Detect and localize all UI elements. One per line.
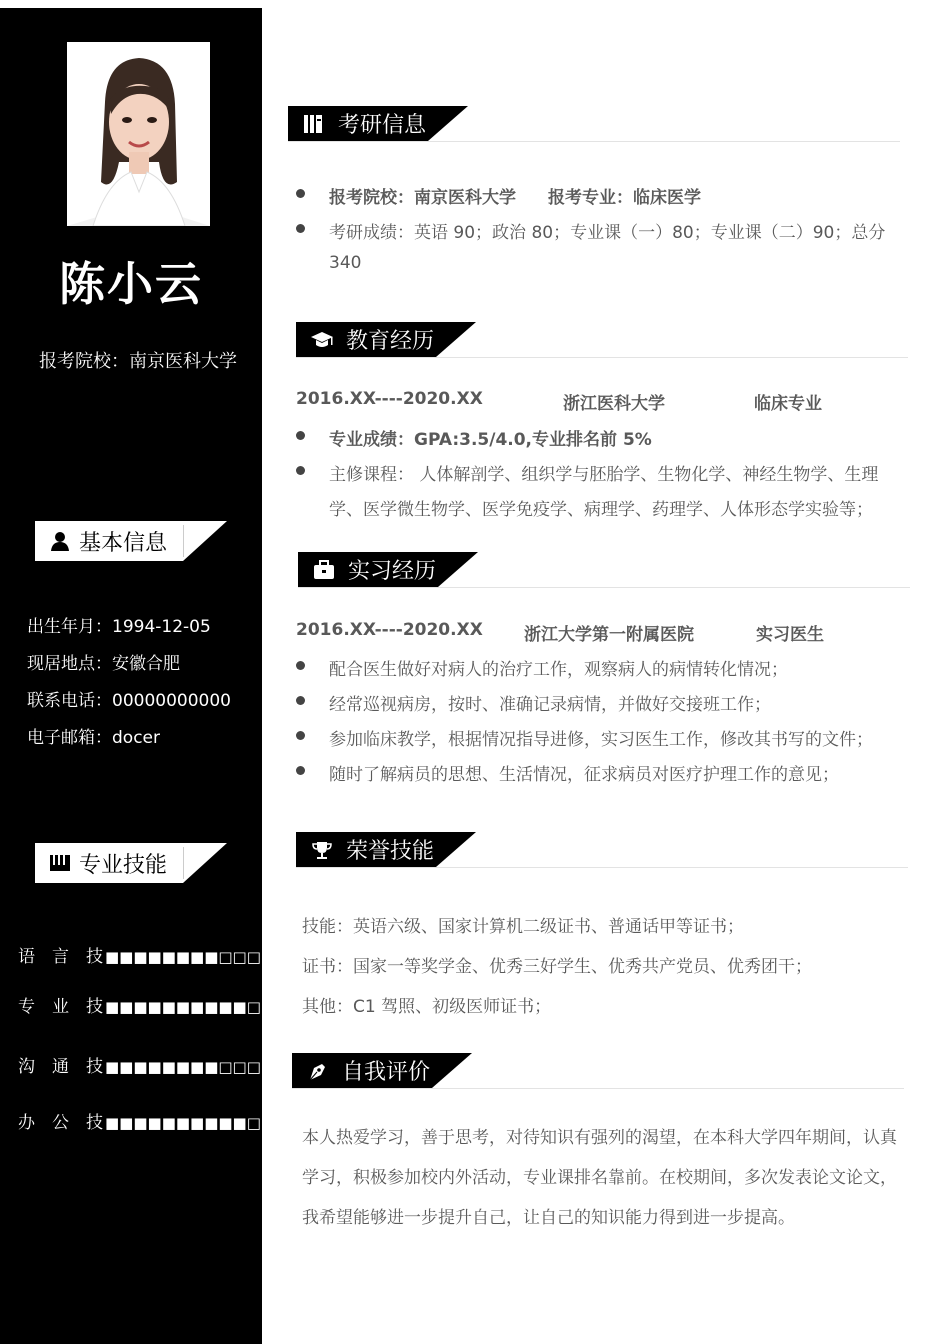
- skill-char: 沟: [18, 1057, 35, 1077]
- skill-level-bars: ■■■■■■■■□□□□: [105, 1058, 276, 1076]
- education-gpa: 专业成绩：GPA:3.5/4.0,专业排名前 5%: [329, 430, 652, 450]
- honors-other: 其他：C1 驾照、初级医师证书；: [302, 997, 552, 1017]
- self-eval-line: 本人热爱学习，善于思考，对待知识有强列的渴望，在本科大学四年期间，认真: [302, 1128, 897, 1148]
- skill-char: 技: [86, 947, 103, 967]
- trophy-icon: [310, 839, 334, 861]
- internship-place: 浙江大学第一附属医院: [524, 625, 694, 645]
- skill-char: 公: [52, 1113, 69, 1133]
- graduation-cap-icon: [310, 329, 334, 351]
- exam-target-school: 报考院校：南京医科大学: [329, 188, 516, 208]
- info-row-email: [27, 720, 231, 757]
- info-row-birth: [27, 609, 231, 646]
- info-label: 现居地点：: [27, 654, 112, 674]
- exam-score-total: 340: [329, 253, 362, 273]
- info-row-phone: [27, 683, 231, 720]
- bullet-dot: [296, 189, 305, 198]
- education-school: 浙江医科大学: [563, 394, 665, 414]
- basic-info-heading: [35, 521, 225, 561]
- skill-row: [18, 1052, 275, 1077]
- basic-info-title: 基本信息: [79, 531, 168, 556]
- info-label: 联系电话：: [27, 691, 112, 711]
- education-courses-cont: 学、医学微生物学、医学免疫学、病理学、药理学、人体形态学实验等；: [329, 500, 873, 520]
- briefcase-icon: [312, 559, 336, 581]
- skill-char: 办: [18, 1113, 35, 1133]
- self-eval-title: 自我评价: [342, 1060, 431, 1085]
- skill-char: 言: [52, 947, 69, 967]
- skill-char: 技: [86, 997, 103, 1017]
- skill-char: 通: [52, 1057, 69, 1077]
- honors-skills: 技能：英语六级、国家计算机二级证书、普通话甲等证书；: [302, 917, 744, 937]
- internship-item: 参加临床教学，根据情况指导进修，实习医生工作，修改其书写的文件；: [329, 730, 873, 750]
- sidebar-target-school: 报考院校：南京医科大学: [39, 351, 237, 372]
- bullet-dot: [296, 661, 305, 670]
- bullet-dot: [296, 431, 305, 440]
- education-title: 教育经历: [346, 329, 435, 354]
- self-eval-line: 学习，积极参加校内外活动，专业课排名靠前。在校期间，多次发表论文论文，: [302, 1168, 897, 1188]
- honors-title: 荣誉技能: [346, 839, 435, 864]
- internship-item: 配合医生做好对病人的治疗工作，观察病人的病情转化情况；: [329, 660, 788, 680]
- skill-char: 技: [86, 1113, 103, 1133]
- internship-item: 经常巡视病房，按时、准确记录病情，并做好交接班工作；: [329, 695, 771, 715]
- honors-certificates: 证书：国家一等奖学金、优秀三好学生、优秀共产党员、优秀团干；: [302, 957, 812, 977]
- info-label: 出生年月：: [27, 617, 112, 637]
- pen-icon: [306, 1060, 330, 1082]
- exam-score-line: 考研成绩：英语 90；政治 80；专业课（一）80；专业课（二）90；总分: [329, 223, 886, 243]
- profile-photo: [67, 42, 210, 226]
- internship-title: 实习经历: [348, 559, 437, 584]
- info-row-location: [27, 646, 231, 683]
- info-value: docer: [112, 728, 160, 748]
- education-major: 临床专业: [754, 394, 822, 414]
- books-icon: [302, 113, 326, 135]
- skill-level-bars: ■■■■■■■■■■□□: [105, 998, 276, 1016]
- exam-target-major: 报考专业：临床医学: [548, 188, 701, 208]
- skill-level-bars: ■■■■■■■■□□□□: [105, 948, 276, 966]
- internship-item: 随时了解病员的思想、生活情况，征求病员对医疗护理工作的意见；: [329, 765, 839, 785]
- info-label: 电子邮箱：: [27, 728, 112, 748]
- honors-section-heading: [296, 832, 914, 872]
- skill-row: [18, 992, 275, 1017]
- internship-role: 实习医生: [756, 625, 824, 645]
- user-icon: [49, 530, 71, 552]
- education-date: 2016.XX----2020.XX: [296, 389, 483, 409]
- skill-level-bars: ■■■■■■■■■■□□: [105, 1114, 276, 1132]
- piano-icon: [49, 852, 71, 874]
- skill-row: [18, 942, 275, 967]
- exam-title: 考研信息: [338, 113, 427, 138]
- exam-section-heading: [288, 106, 906, 146]
- candidate-name: 陈小云: [59, 257, 203, 311]
- info-value: 00000000000: [112, 691, 231, 711]
- self-eval-section-heading: [292, 1053, 910, 1093]
- skill-char: 语: [18, 947, 35, 967]
- education-section-heading: [296, 322, 914, 362]
- bullet-dot: [296, 766, 305, 775]
- sidebar: [0, 8, 276, 1344]
- skill-char: 专: [18, 997, 35, 1017]
- self-eval-line: 我希望能够进一步提升自己，让自己的知识能力得到进一步提高。: [302, 1208, 795, 1228]
- bullet-dot: [296, 731, 305, 740]
- skill-char: 业: [52, 997, 69, 1017]
- basic-info-list: [27, 609, 231, 757]
- info-value: 安徽合肥: [112, 654, 180, 674]
- internship-section-heading: [298, 552, 916, 592]
- skill-row: [18, 1108, 275, 1133]
- skill-char: 技: [86, 1057, 103, 1077]
- internship-date: 2016.XX----2020.XX: [296, 620, 483, 640]
- skills-heading: [35, 843, 225, 883]
- info-value: 1994-12-05: [112, 617, 211, 637]
- bullet-dot: [296, 466, 305, 475]
- bullet-dot: [296, 224, 305, 233]
- education-courses: 主修课程： 人体解剖学、组织学与胚胎学、生物化学、神经生物学、生理: [329, 465, 879, 485]
- skills-title: 专业技能: [79, 853, 168, 878]
- bullet-dot: [296, 696, 305, 705]
